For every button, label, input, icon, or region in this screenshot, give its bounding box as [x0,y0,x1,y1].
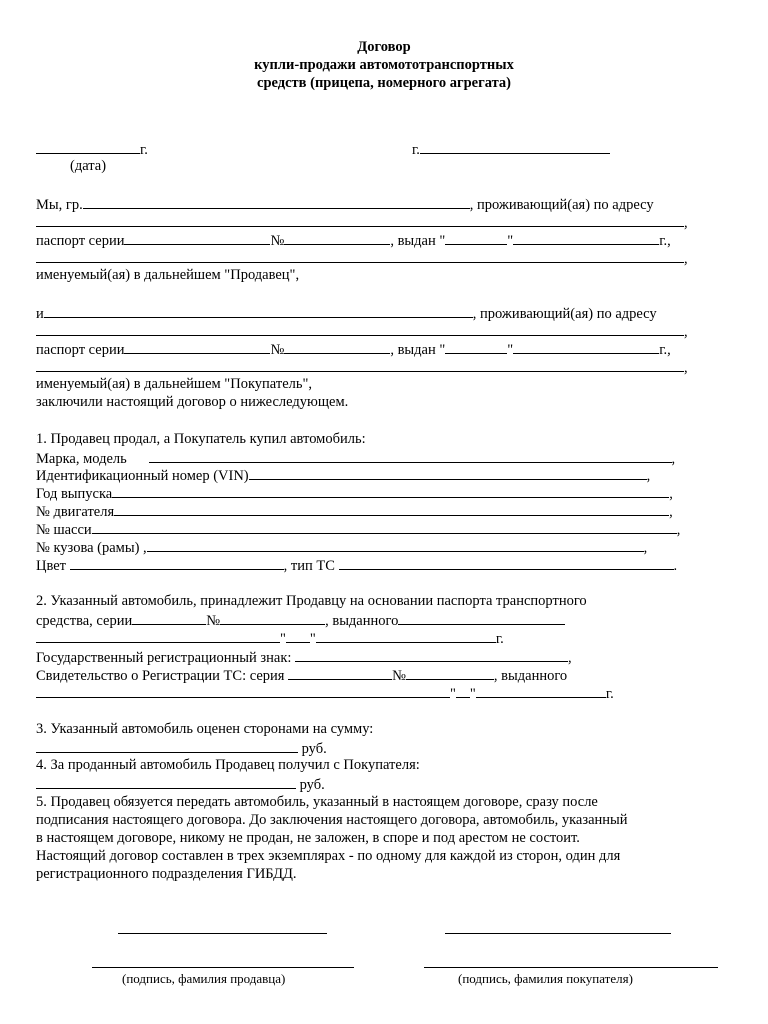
number-sign: № [270,233,285,249]
received-blank[interactable] [36,775,296,789]
city-blank[interactable] [420,140,610,154]
vin-line [36,466,650,485]
seller-issue-month-blank[interactable] [513,231,659,245]
reg-sign-blank[interactable] [295,648,568,662]
buyer-passport-series-blank[interactable] [124,340,270,354]
comma: , [684,324,688,340]
buyer-name-signature-line[interactable] [424,967,718,968]
body-blank[interactable] [147,538,644,552]
buyer-address-blank[interactable] [36,322,684,336]
seller-signature-caption: (подпись, фамилия продавца) [122,971,286,986]
date-field [36,140,148,159]
vehicle-passport-number-blank[interactable] [220,611,325,625]
comma: , [684,251,688,267]
seller-address-line [36,213,688,232]
city-prefix: г. [412,142,420,158]
comma: , [646,468,651,484]
body-label: № кузова (рамы) , [36,540,147,556]
issued-label: , выдан " [390,342,446,358]
buyer-name-blank[interactable] [44,304,473,318]
document-subtitle-2: средств (прицепа, номерного агрегата) [257,75,511,91]
seller-address-blank[interactable] [36,213,684,227]
comma: , [568,650,572,666]
vehicle-passport-date-line [36,629,504,648]
vehicle-passport-series-blank[interactable] [132,611,206,625]
year-end: г., [659,233,671,249]
city-field [412,140,610,159]
price-line [36,739,327,758]
date-blank[interactable] [36,140,140,154]
year-blank[interactable] [112,484,669,498]
comma: , [684,215,688,231]
buyer-issuer-line [36,358,688,377]
document-title: Договор [357,39,411,55]
quote: " [450,686,456,702]
quote: " [309,631,316,647]
certificate-number-blank[interactable] [406,666,494,680]
quote: " [507,342,514,358]
buyer-name-line [36,304,657,323]
vehicle-type-label: , тип ТС [283,558,335,574]
issued-by-label: , выданного [493,668,568,684]
color-type-line [36,556,677,575]
body-line [36,538,647,557]
comma: , [669,504,673,520]
document-subtitle: купли-продажи автомототранспортных [254,57,514,73]
certificate-issuer-blank[interactable] [36,684,450,698]
buyer-issue-day-blank[interactable] [445,340,507,354]
certificate-series-blank[interactable] [288,666,392,680]
seller-residing-label: , проживающий(ая) по адресу [469,197,654,213]
passport-series-label: паспорт серии [36,233,125,249]
vin-blank[interactable] [249,466,647,480]
seller-issuer-blank[interactable] [36,249,684,263]
year-label: Год выпуска [36,486,113,502]
quote: " [507,233,514,249]
buyer-issue-month-blank[interactable] [513,340,659,354]
seller-name-blank[interactable] [83,195,470,209]
color-label: Цвет [36,558,67,574]
number-sign: № [392,668,406,684]
engine-line [36,502,673,521]
certificate-date-line [36,684,614,703]
vehicle-passport-month-blank[interactable] [316,629,496,643]
quote: " [280,631,286,647]
number-sign: № [206,613,221,629]
seller-name-signature-line[interactable] [92,967,354,968]
and-label: и [36,306,44,322]
buyer-signature-caption: (подпись, фамилия покупателя) [458,971,633,986]
year-suffix: г. [140,142,148,158]
price-blank[interactable] [36,739,298,753]
vehicle-passport-line [36,611,565,630]
reg-sign-label: Государственный регистрационный знак: [36,650,292,666]
seller-passport-series-blank[interactable] [124,231,270,245]
we-citizen-label: Мы, гр. [36,197,83,213]
section3-text: 3. Указанный автомобиль оценен сторонами на сумму: [36,721,374,737]
certificate-month-blank[interactable] [476,684,606,698]
chassis-label: № шасси [36,522,92,538]
section5-line2: подписания настоящего договора. До заключения настоящего договора, автомобиль, указанный [36,812,628,828]
section5-line5: регистрационного подразделения ГИБДД. [36,866,297,882]
buyer-passport-number-blank[interactable] [284,340,390,354]
period: . [673,558,678,574]
year-line [36,484,673,503]
comma: , [643,540,648,556]
issued-label: , выдан " [390,233,446,249]
vehicle-passport-issuer-blank-2[interactable] [36,629,280,643]
certificate-label: Свидетельство о Регистрации ТС: серия [36,668,285,684]
chassis-line [36,520,680,539]
concluded-text: заключили настоящий договор о нижеследующем. [36,394,349,410]
vehicle-series-label: средства, серии [36,613,133,629]
buyer-passport-line [36,340,671,359]
certificate-line [36,666,567,685]
color-blank[interactable] [70,556,284,570]
buyer-hereinafter: именуемый(ая) в дальнейшем "Покупатель", [36,376,313,392]
issued-by-label: , выданного [325,613,399,629]
vehicle-passport-issuer-blank[interactable] [398,611,565,625]
year-end: г., [659,342,671,358]
section5-line1: 5. Продавец обязуется передать автомобиль, указанный в настоящем договоре, сразу после [36,794,598,810]
chassis-blank[interactable] [92,520,677,534]
comma: , [676,522,681,538]
seller-issuer-line [36,249,688,268]
section2-line1: 2. Указанный автомобиль, принадлежит Продавцу на основании паспорта транспортного [36,593,587,609]
section4-text: 4. За проданный автомобиль Продавец получил с Покупателя: [36,757,420,773]
reg-sign-line [36,648,572,667]
comma: , [671,451,676,467]
engine-blank[interactable] [114,502,669,516]
number-sign: № [270,342,285,358]
year-end: г. [495,631,504,647]
engine-label: № двигателя [36,504,115,520]
seller-hereinafter: именуемый(ая) в дальнейшем "Продавец", [36,267,300,283]
buyer-residing-label: , проживающий(ая) по адресу [472,306,657,322]
seller-passport-number-blank[interactable] [284,231,390,245]
buyer-signature-line[interactable] [445,933,671,934]
section1-intro: 1. Продавец продал, а Покупатель купил автомобиль: [36,431,366,447]
seller-signature-line[interactable] [118,933,327,934]
section5-line3: в настоящем договоре, никому не продан, не заложен, в споре и под арестом не состоит. [36,830,580,846]
seller-passport-line [36,231,671,250]
seller-issue-day-blank[interactable] [445,231,507,245]
passport-series-label: паспорт серии [36,342,125,358]
make-model-label: Марка, модель [36,451,127,467]
year-end: г. [605,686,614,702]
comma: , [669,486,673,502]
vin-label: Идентификационный номер (VIN) [36,468,249,484]
quote: " [469,686,476,702]
rub-label: руб. [299,777,325,793]
seller-name-line [36,195,654,214]
comma: , [684,360,688,376]
certificate-day-blank[interactable] [456,684,470,698]
buyer-address-line [36,322,688,341]
section5-line4: Настоящий договор составлен в трех экземплярах - по одному для каждой из сторон, один для [36,848,621,864]
buyer-issuer-blank[interactable] [36,358,684,372]
rub-label: руб. [301,741,327,757]
make-model-blank[interactable] [149,449,672,463]
date-label: (дата) [70,158,107,174]
vehicle-type-blank[interactable] [339,556,674,570]
vehicle-passport-day-blank[interactable] [286,629,310,643]
received-line [36,775,325,794]
